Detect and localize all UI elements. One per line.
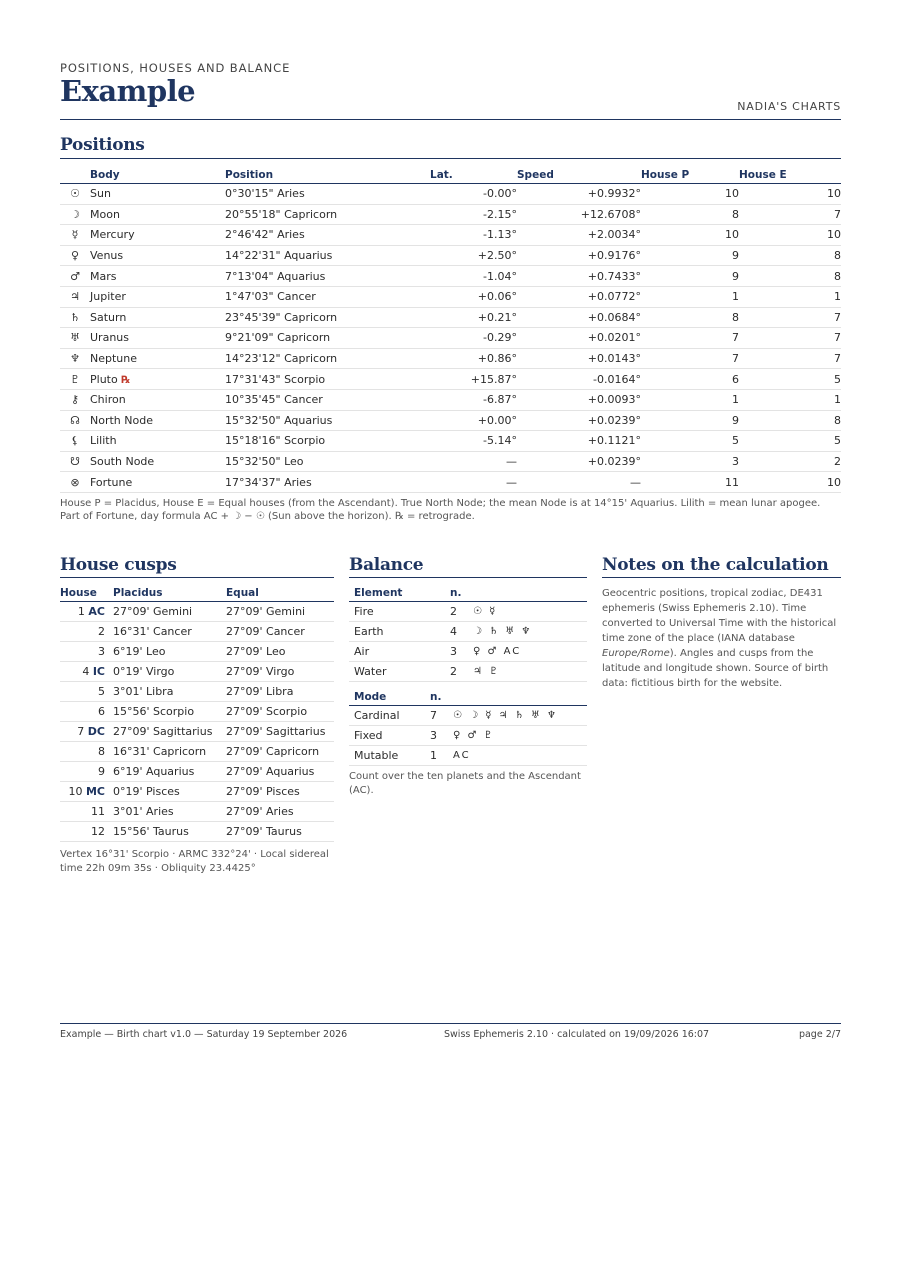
body-glyph-icon: ☉ [60, 184, 90, 205]
house-number: 3 [98, 645, 105, 658]
house-number-cell [60, 642, 113, 662]
balance-name-cell: Cardinal [349, 706, 430, 726]
house-number-cell [60, 822, 113, 842]
latitude-cell: -1.04° [430, 266, 517, 287]
position-cell: 2°46'42" Aries [225, 225, 430, 246]
table-row [349, 602, 587, 622]
col-header-equal: Equal [226, 584, 334, 602]
body-name: Saturn [90, 310, 127, 324]
latitude-cell: -2.15° [430, 204, 517, 225]
latitude-cell: -0.29° [430, 328, 517, 349]
house-e-cell: 10 [739, 184, 841, 205]
table-row [60, 802, 334, 822]
body-name: Chiron [90, 393, 126, 407]
mode-balance-body [349, 706, 587, 766]
body-cell [90, 472, 225, 493]
house-e-cell: 2 [739, 451, 841, 472]
latitude-cell: +2.50° [430, 245, 517, 266]
col-header-placidus: Placidus [113, 584, 226, 602]
page-title: Example [60, 74, 196, 108]
body-cell [90, 328, 225, 349]
body-cell [90, 410, 225, 431]
balance-count-cell: 2 [450, 662, 473, 682]
positions-section [60, 135, 841, 524]
glyph-col-header [60, 166, 90, 184]
body-glyph-icon: ♃ [60, 286, 90, 307]
placidus-cell: 27°09' Gemini [113, 602, 226, 622]
balance-name-cell: Air [349, 642, 450, 662]
latitude-cell: +0.06° [430, 286, 517, 307]
body-name: Moon [90, 207, 120, 221]
table-row [60, 662, 334, 682]
col-header-speed: Speed [517, 166, 641, 184]
balance-name-cell: Water [349, 662, 450, 682]
angle-label: DC [87, 725, 105, 738]
latitude-cell: +0.21° [430, 307, 517, 328]
table-row [349, 642, 587, 662]
house-p-cell: 8 [641, 204, 739, 225]
speed-cell: +0.0239° [517, 410, 641, 431]
table-row [60, 682, 334, 702]
position-cell: 10°35'45" Cancer [225, 389, 430, 410]
speed-cell: +0.1121° [517, 431, 641, 452]
position-cell: 7°13'04" Aquarius [225, 266, 430, 287]
house-p-cell: 10 [641, 225, 739, 246]
house-number: 8 [98, 745, 105, 758]
balance-count-cell: 2 [450, 602, 473, 622]
position-cell: 20°55'18" Capricorn [225, 204, 430, 225]
position-cell: 14°23'12" Capricorn [225, 348, 430, 369]
house-e-cell: 7 [739, 328, 841, 349]
house-number: 4 [82, 665, 90, 678]
body-name: Lilith [90, 434, 117, 448]
position-cell: 9°21'09" Capricorn [225, 328, 430, 349]
balance-note: Count over the ten planets and the Ascendant (AC). [349, 771, 581, 796]
col-header-house-e: House E [739, 166, 841, 184]
table-row [60, 225, 841, 246]
col-header-element: Element [349, 584, 450, 602]
brand-name: NADIA'S CHARTS [737, 100, 841, 113]
table-row [60, 642, 334, 662]
house-e-cell: 8 [739, 266, 841, 287]
balance-count-cell: 3 [430, 726, 453, 746]
timezone-name: Europe/Rome [602, 648, 670, 659]
house-number: 12 [91, 825, 105, 838]
calc-notes-text [602, 586, 841, 691]
body-glyph-icon: ♆ [60, 348, 90, 369]
equal-cell: 27°09' Aquarius [226, 762, 334, 782]
house-p-cell: 9 [641, 245, 739, 266]
speed-cell: — [517, 472, 641, 493]
body-glyph-icon: ♅ [60, 328, 90, 349]
house-cusps-header-row [60, 584, 334, 602]
house-p-cell: 3 [641, 451, 739, 472]
latitude-cell: -5.14° [430, 431, 517, 452]
table-row [349, 706, 587, 726]
house-number-cell [60, 762, 113, 782]
equal-cell: 27°09' Virgo [226, 662, 334, 682]
house-number-cell [60, 802, 113, 822]
equal-cell: 27°09' Taurus [226, 822, 334, 842]
placidus-cell: 16°31' Cancer [113, 622, 226, 642]
footer [60, 1023, 841, 1040]
position-cell: 0°30'15" Aries [225, 184, 430, 205]
placidus-cell: 15°56' Taurus [113, 822, 226, 842]
col-header-position: Position [225, 166, 430, 184]
balance-count-cell: 3 [450, 642, 473, 662]
placidus-cell: 3°01' Libra [113, 682, 226, 702]
house-cusps-table-body [60, 602, 334, 842]
house-number-cell [60, 682, 113, 702]
house-e-cell: 10 [739, 225, 841, 246]
table-row [60, 389, 841, 410]
balance-count-cell: 7 [430, 706, 453, 726]
latitude-cell: -6.87° [430, 389, 517, 410]
speed-cell: +0.0201° [517, 328, 641, 349]
balance-name-cell: Fixed [349, 726, 430, 746]
calc-notes-text-part: Geocentric positions, tropical zodiac, DE431 ephemeris (Swiss Ephemeris 2.10). Time converted to Universal Time with the historical time zone of the place (IANA database [602, 588, 837, 644]
house-number-cell [60, 602, 113, 622]
position-cell: 15°32'50" Leo [225, 451, 430, 472]
body-glyph-icon: ♄ [60, 307, 90, 328]
house-number: 9 [98, 765, 105, 778]
placidus-cell: 16°31' Capricorn [113, 742, 226, 762]
table-row [349, 746, 587, 766]
table-row [60, 722, 334, 742]
speed-cell: +0.0772° [517, 286, 641, 307]
speed-cell: +0.0093° [517, 389, 641, 410]
balance-name-cell: Mutable [349, 746, 430, 766]
balance-name-cell: Earth [349, 622, 450, 642]
body-name: Neptune [90, 352, 138, 366]
house-cusps-note: Vertex 16°31' Scorpio · ARMC 332°24' · Local sidereal time 22h 09m 35s · Obliquity 23.4425° [60, 849, 329, 874]
speed-cell: +0.9932° [517, 184, 641, 205]
placidus-cell: 0°19' Pisces [113, 782, 226, 802]
house-number-cell [60, 722, 113, 742]
house-p-cell: 11 [641, 472, 739, 493]
col-header-house: House [60, 584, 113, 602]
placidus-cell: 27°09' Sagittarius [113, 722, 226, 742]
balance-symbols-cell: ♃ ♇ [473, 662, 587, 682]
latitude-cell: -1.13° [430, 225, 517, 246]
table-row [60, 702, 334, 722]
body-cell [90, 245, 225, 266]
body-cell [90, 431, 225, 452]
body-name: Sun [90, 187, 111, 201]
house-e-cell: 7 [739, 204, 841, 225]
col-header-element-symbols [473, 584, 587, 602]
house-e-cell: 7 [739, 307, 841, 328]
house-number-cell [60, 742, 113, 762]
house-p-cell: 5 [641, 431, 739, 452]
body-cell [90, 225, 225, 246]
speed-cell: +0.0684° [517, 307, 641, 328]
house-e-cell: 1 [739, 389, 841, 410]
table-row [60, 742, 334, 762]
body-name: Jupiter [90, 290, 126, 304]
footer-left: Example — Birth chart v1.0 — Saturday 19 September 2026 [60, 1029, 348, 1040]
house-number: 2 [98, 625, 105, 638]
equal-cell: 27°09' Scorpio [226, 702, 334, 722]
house-number-cell [60, 782, 113, 802]
balance-symbols-cell: AC [453, 746, 587, 766]
body-glyph-icon: ☋ [60, 451, 90, 472]
body-cell [90, 307, 225, 328]
position-cell: 15°32'50" Aquarius [225, 410, 430, 431]
house-p-cell: 8 [641, 307, 739, 328]
balance-symbols-cell: ♀ ♂ AC [473, 642, 587, 662]
table-row [60, 762, 334, 782]
col-header-house-p: House P [641, 166, 739, 184]
body-name: South Node [90, 455, 155, 469]
position-cell: 1°47'03" Cancer [225, 286, 430, 307]
balance-count-cell: 4 [450, 622, 473, 642]
house-e-cell: 1 [739, 286, 841, 307]
table-row [60, 410, 841, 431]
body-glyph-icon: ⊗ [60, 472, 90, 493]
balance-count-cell: 1 [430, 746, 453, 766]
col-header-mode-n: n. [430, 688, 453, 706]
body-cell [90, 451, 225, 472]
col-header-mode-symbols [453, 688, 587, 706]
body-name: Mercury [90, 228, 135, 242]
equal-cell: 27°09' Leo [226, 642, 334, 662]
latitude-cell: +0.00° [430, 410, 517, 431]
latitude-cell: — [430, 472, 517, 493]
angle-label: AC [88, 605, 105, 618]
balance-symbols-cell: ♀ ♂ ♇ [453, 726, 587, 746]
body-name: Uranus [90, 331, 129, 345]
mode-header-row [349, 688, 587, 706]
speed-cell: +0.9176° [517, 245, 641, 266]
speed-cell: +0.0239° [517, 451, 641, 472]
footer-center: Swiss Ephemeris 2.10 · calculated on 19/09/2026 16:07 [444, 1029, 710, 1040]
body-glyph-icon: ⚸ [60, 431, 90, 452]
equal-cell: 27°09' Gemini [226, 602, 334, 622]
table-row [60, 431, 841, 452]
positions-table [60, 166, 841, 493]
body-glyph-icon: ♀ [60, 245, 90, 266]
col-header-body: Body [90, 166, 225, 184]
speed-cell: +0.7433° [517, 266, 641, 287]
table-row [349, 622, 587, 642]
retrograde-icon: ℞ [121, 374, 131, 386]
body-name: Mars [90, 269, 117, 283]
table-row [349, 726, 587, 746]
mode-balance-table [349, 688, 587, 766]
body-name: Fortune [90, 475, 133, 489]
body-cell [90, 389, 225, 410]
angle-label: MC [85, 785, 105, 798]
element-header-row [349, 584, 587, 602]
house-p-cell: 1 [641, 286, 739, 307]
calc-notes-section [602, 555, 841, 691]
latitude-cell: — [430, 451, 517, 472]
house-e-cell: 7 [739, 348, 841, 369]
page [60, 0, 841, 1273]
body-glyph-icon: ♇ [60, 369, 90, 390]
position-cell: 23°45'39" Capricorn [225, 307, 430, 328]
speed-cell: +0.0143° [517, 348, 641, 369]
positions-header-row [60, 166, 841, 184]
house-number: 11 [91, 805, 105, 818]
calc-notes-text-part: ). Angles and cusps from the latitude and longitude shown. Source of birth data: fictitious birth for the website. [602, 648, 829, 689]
speed-cell: +2.0034° [517, 225, 641, 246]
house-p-cell: 7 [641, 348, 739, 369]
col-header-element-n: n. [450, 584, 473, 602]
col-header-mode: Mode [349, 688, 430, 706]
body-name: North Node [90, 413, 153, 427]
house-number: 1 [77, 605, 85, 618]
house-number: 5 [98, 685, 105, 698]
angle-label: IC [92, 665, 105, 678]
table-row [60, 622, 334, 642]
house-p-cell: 7 [641, 328, 739, 349]
element-balance-body [349, 602, 587, 682]
table-row [60, 286, 841, 307]
positions-heading: Positions [60, 135, 841, 159]
page-eyebrow: POSITIONS, HOUSES AND BALANCE [60, 61, 291, 75]
body-cell [90, 369, 225, 390]
table-row [60, 307, 841, 328]
balance-heading: Balance [349, 555, 587, 578]
positions-table-body [60, 184, 841, 493]
body-glyph-icon: ♂ [60, 266, 90, 287]
body-cell [90, 286, 225, 307]
body-name: Venus [90, 249, 124, 263]
body-name: Pluto [90, 372, 118, 386]
equal-cell: 27°09' Libra [226, 682, 334, 702]
element-balance-table [349, 584, 587, 682]
house-number-cell [60, 702, 113, 722]
balance-name-cell: Fire [349, 602, 450, 622]
balance-section [349, 555, 587, 797]
table-row [60, 328, 841, 349]
house-cusps-table [60, 584, 334, 842]
equal-cell: 27°09' Sagittarius [226, 722, 334, 742]
placidus-cell: 0°19' Virgo [113, 662, 226, 682]
speed-cell: -0.0164° [517, 369, 641, 390]
table-row [60, 451, 841, 472]
body-cell [90, 204, 225, 225]
house-number: 10 [68, 785, 83, 798]
body-cell [90, 348, 225, 369]
table-row [60, 472, 841, 493]
house-number-cell [60, 662, 113, 682]
positions-note: House P = Placidus, House E = Equal houses (from the Ascendant). True North Node; the mean Node is at 14°15' Aquarius. Lilith = mean lunar apogee. Part of Fortune, day formula AC + ☽ − ☉ (Sun above the horizon). ℞ = retrograde. [60, 497, 821, 523]
balance-symbols-cell: ☉ ☽ ☿ ♃ ♄ ♅ ♆ [453, 706, 587, 726]
equal-cell: 27°09' Aries [226, 802, 334, 822]
speed-cell: +12.6708° [517, 204, 641, 225]
balance-symbols-cell: ☽ ♄ ♅ ♆ [473, 622, 587, 642]
house-cusps-section [60, 555, 334, 875]
position-cell: 17°31'43" Scorpio [225, 369, 430, 390]
house-number: 6 [98, 705, 105, 718]
table-row [60, 245, 841, 266]
equal-cell: 27°09' Capricorn [226, 742, 334, 762]
house-number: 7 [77, 725, 85, 738]
table-row [60, 369, 841, 390]
table-row [60, 184, 841, 205]
footer-page-number: page 2/7 [798, 1029, 841, 1040]
placidus-cell: 6°19' Aquarius [113, 762, 226, 782]
house-e-cell: 8 [739, 410, 841, 431]
balance-symbols-cell: ☉ ☿ [473, 602, 587, 622]
header-rule [60, 119, 841, 120]
house-p-cell: 10 [641, 184, 739, 205]
table-row [60, 602, 334, 622]
placidus-cell: 3°01' Aries [113, 802, 226, 822]
table-row [60, 266, 841, 287]
table-row [349, 662, 587, 682]
table-row [60, 204, 841, 225]
body-glyph-icon: ☿ [60, 225, 90, 246]
house-p-cell: 9 [641, 266, 739, 287]
house-e-cell: 8 [739, 245, 841, 266]
table-row [60, 822, 334, 842]
house-p-cell: 6 [641, 369, 739, 390]
placidus-cell: 6°19' Leo [113, 642, 226, 662]
body-glyph-icon: ☊ [60, 410, 90, 431]
col-header-lat: Lat. [430, 166, 517, 184]
placidus-cell: 15°56' Scorpio [113, 702, 226, 722]
equal-cell: 27°09' Cancer [226, 622, 334, 642]
table-row [60, 782, 334, 802]
house-e-cell: 10 [739, 472, 841, 493]
latitude-cell: +15.87° [430, 369, 517, 390]
latitude-cell: +0.86° [430, 348, 517, 369]
table-row [60, 348, 841, 369]
position-cell: 17°34'37" Aries [225, 472, 430, 493]
calc-notes-heading: Notes on the calculation [602, 555, 841, 578]
equal-cell: 27°09' Pisces [226, 782, 334, 802]
house-p-cell: 1 [641, 389, 739, 410]
body-cell [90, 266, 225, 287]
house-cusps-heading: House cusps [60, 555, 334, 578]
latitude-cell: -0.00° [430, 184, 517, 205]
body-cell [90, 184, 225, 205]
house-number-cell [60, 622, 113, 642]
house-p-cell: 9 [641, 410, 739, 431]
body-glyph-icon: ☽ [60, 204, 90, 225]
body-glyph-icon: ⚷ [60, 389, 90, 410]
house-e-cell: 5 [739, 369, 841, 390]
position-cell: 14°22'31" Aquarius [225, 245, 430, 266]
house-e-cell: 5 [739, 431, 841, 452]
position-cell: 15°18'16" Scorpio [225, 431, 430, 452]
